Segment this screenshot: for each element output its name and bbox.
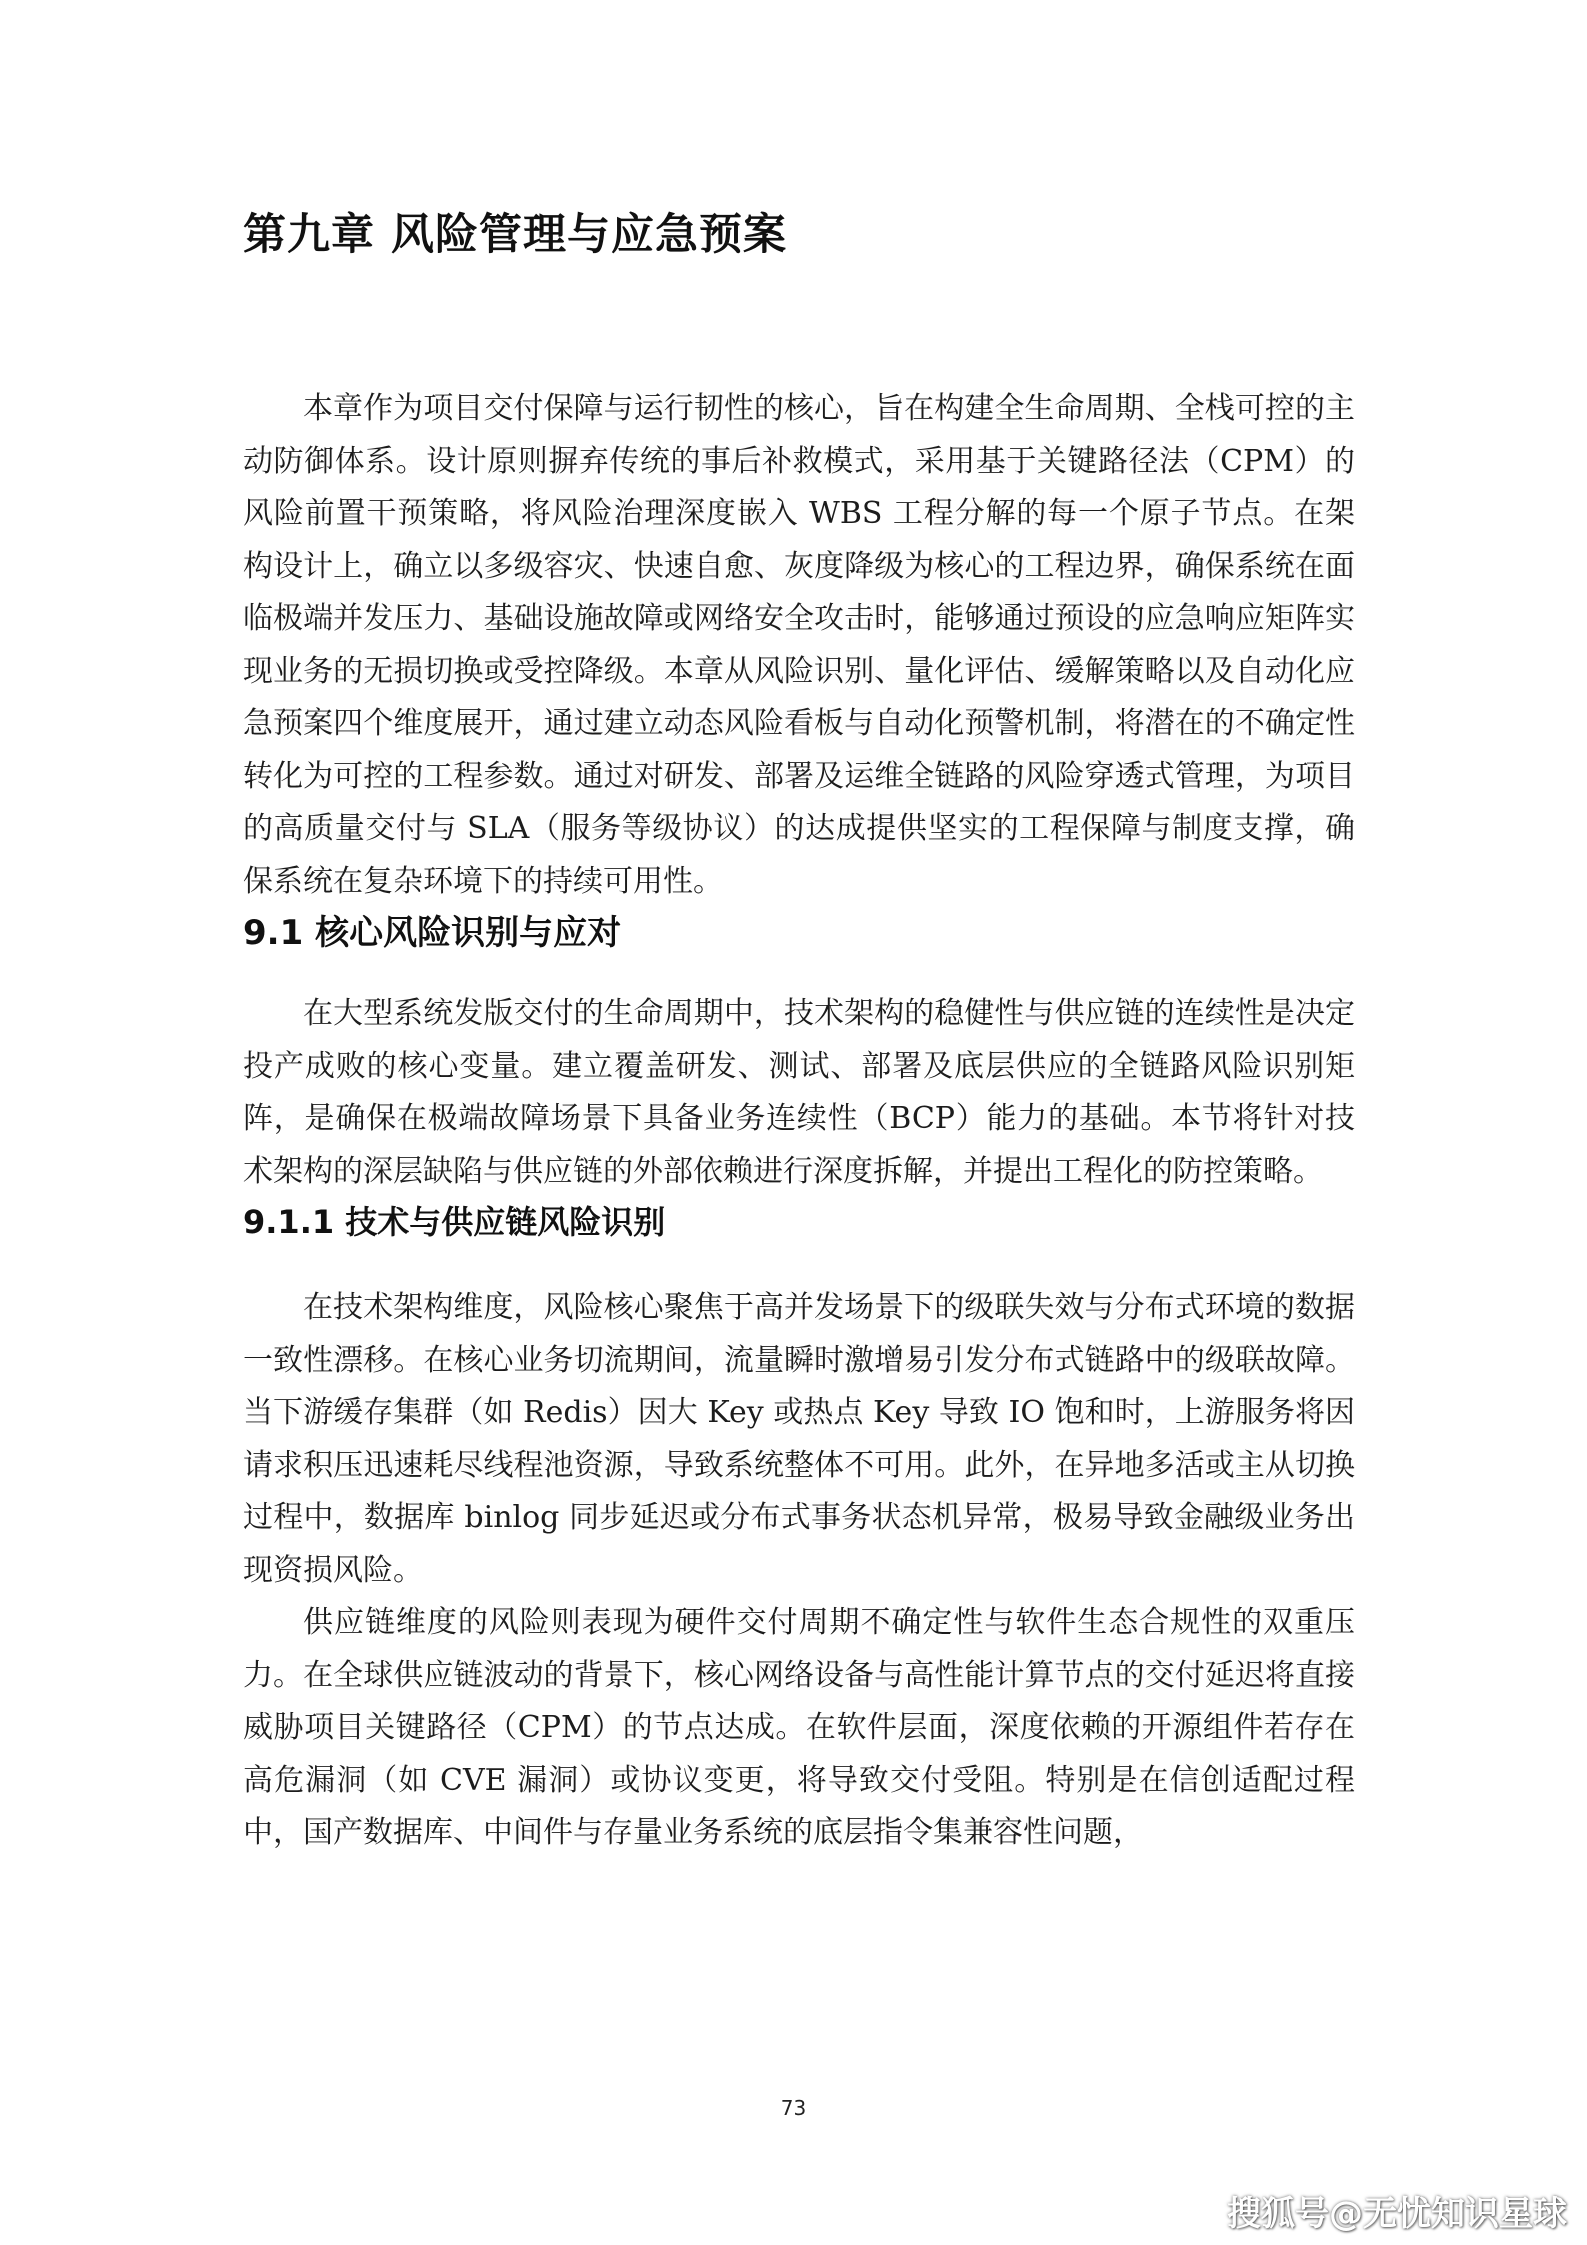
section-9-1-paragraph: 在大型系统发版交付的生命周期中，技术架构的稳健性与供应链的连续性是决定投产成败的核心变量。建立覆盖研发、测试、部署及底层供应的全链路风险识别矩阵，是确保在极端故障场景下具备业务连续性（BCP）能力的基础。本节将针对技术架构的深层缺陷与供应链的外部依赖进行深度拆解，并提出工程化的防控策略。 <box>243 996 1355 1189</box>
page-content <box>243 205 1355 1860</box>
chapter-title: 第九章 风险管理与应急预案 <box>243 210 787 260</box>
section-9-1-1-heading: 9.1.1 技术与供应链风险识别 <box>243 1203 666 1241</box>
watermark: 搜狐号@无忧知识星球 <box>1227 2194 1567 2234</box>
page-number: 73 <box>780 2096 807 2120</box>
intro-paragraph: 本章作为项目交付保障与运行韧性的核心，旨在构建全生命周期、全栈可控的主动防御体系。设计原则摒弃传统的事后补救模式，采用基于关键路径法（CPM）的风险前置干预策略，将风险治理深度嵌入 WBS 工程分解的每一个原子节点。在架构设计上，确立以多级容灾、快速自愈、灰度降级为核心的工程边界，确保系统在面临极端并发压力、基础设施故障或网络安全攻击时，能够通过预设的应急响应矩阵实现业务的无损切换或受控降级。本章从风险识别、量化评估、缓解策略以及自动化应急预案四个维度展开，通过建立动态风险看板与自动化预警机制，将潜在的不确定性转化为可控的工程参数。通过对研发、部署及运维全链路的风险穿透式管理，为项目的高质量交付与 SLA（服务等级协议）的达成提供坚实的工程保障与制度支撑，确保系统在复杂环境下的持续可用性。 <box>243 391 1355 899</box>
section-9-1-1-paragraph-2: 供应链维度的风险则表现为硬件交付周期不确定性与软件生态合规性的双重压力。在全球供应链波动的背景下，核心网络设备与高性能计算节点的交付延迟将直接威胁项目关键路径（CPM）的节点达成。在软件层面，深度依赖的开源组件若存在高危漏洞（如 CVE 漏洞）或协议变更，将导致交付受阻。特别是在信创适配过程中，国产数据库、中间件与存量业务系统的底层指令集兼容性问题， <box>243 1605 1355 1850</box>
section-9-1-heading: 9.1 核心风险识别与应对 <box>243 913 622 953</box>
section-9-1-1-paragraph-1: 在技术架构维度，风险核心聚焦于高并发场景下的级联失效与分布式环境的数据一致性漂移。在核心业务切流期间，流量瞬时激增易引发分布式链路中的级联故障。当下游缓存集群（如 Redis）因大 Key 或热点 Key 导致 IO 饱和时，上游服务将因请求积压迅速耗尽线程池资源，导致系统整体不可用。此外，在异地多活或主从切换过程中，数据库 binlog 同步延迟或分布式事务状态机异常，极易导致金融级业务出现资损风险。 <box>243 1290 1355 1588</box>
